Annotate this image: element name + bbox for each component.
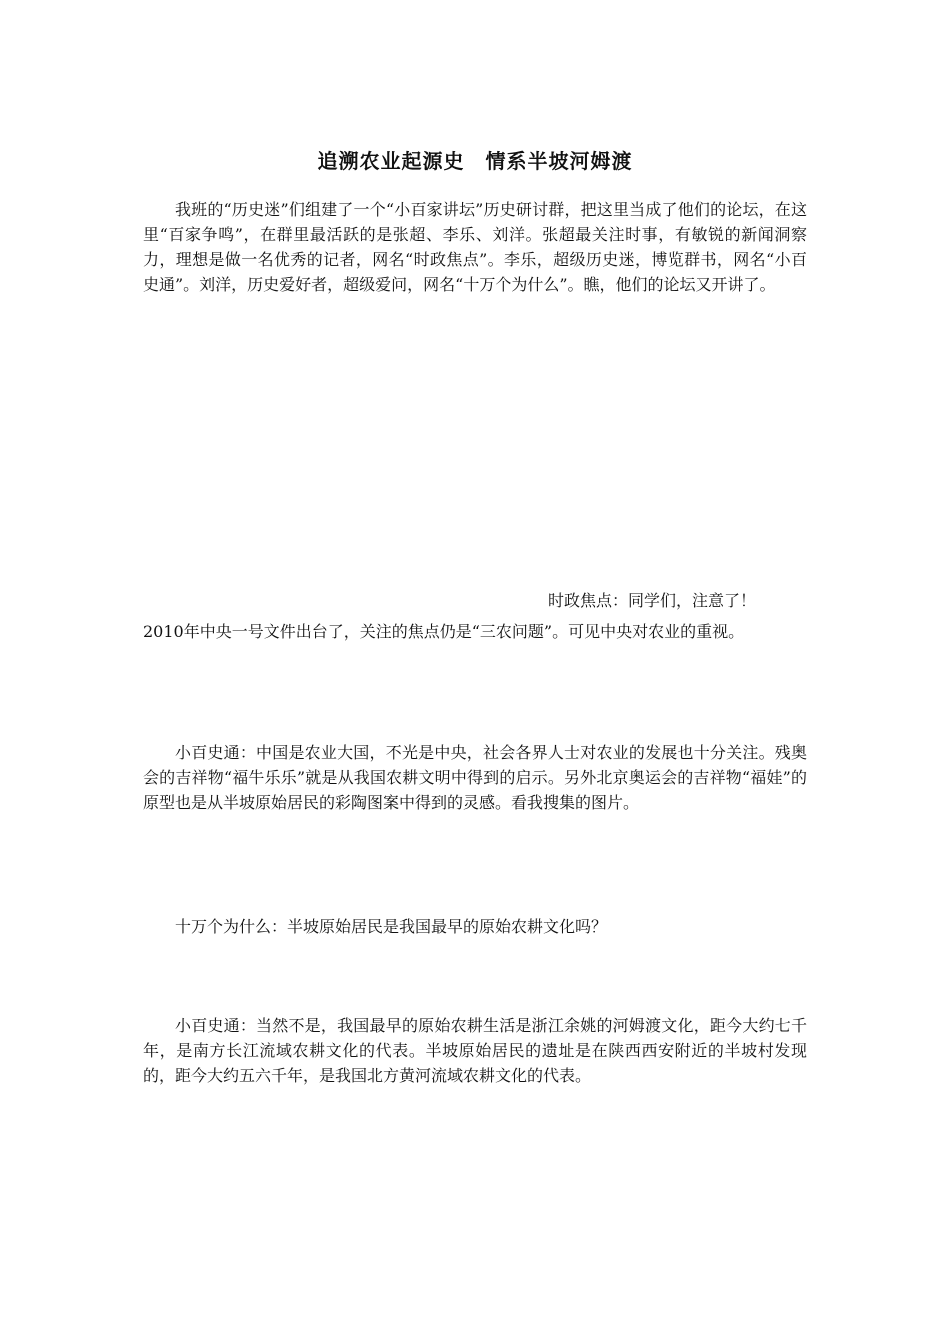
dialogue-2-paragraph: 小百史通：中国是农业大国，不光是中央，社会各界人士对农业的发展也十分关注。残奥会的吉祥物“福牛乐乐”就是从我国农耕文明中得到的启示。另外北京奥运会的吉祥物“福娃”的原型也是从半坡原始居民的彩陶图案中得到的灵感。看我搜集的图片。 — [143, 743, 807, 812]
dialogue-3-paragraph: 十万个为什么：半坡原始居民是我国最早的原始农耕文化吗？ — [175, 917, 608, 936]
document-title: 追溯农业起源史 情系半坡河姆渡 — [317, 149, 633, 173]
dialogue-1-body: 2010年中央一号文件出台了，关注的焦点仍是“三农问题”。可见中央对农业的重视。 — [143, 622, 745, 641]
dialogue-4-paragraph: 小百史通：当然不是，我国最早的原始农耕生活是浙江余姚的河姆渡文化，距今大约七千年，是南方长江流域农耕文化的代表。半坡原始居民的遗址是在陕西西安附近的半坡村发现的，距今大约五六千年，是我国北方黄河流域农耕文化的代表。 — [143, 1016, 807, 1085]
dialogue-1-speaker-line: 时政焦点：同学们，注意了！ — [548, 591, 757, 610]
intro-paragraph: 我班的“历史迷”们组建了一个“小百家讲坛”历史研讨群，把这里当成了他们的论坛，在这里“百家争鸣”，在群里最活跃的是张超、李乐、刘洋。张超最关注时事，有敏锐的新闻洞察力，理想是做一名优秀的记者，网名“时政焦点”。李乐，超级历史迷，博览群书，网名“小百史通”。刘洋，历史爱好者，超级爱问，网名“十万个为什么”。瞧，他们的论坛又开讲了。 — [143, 200, 807, 294]
